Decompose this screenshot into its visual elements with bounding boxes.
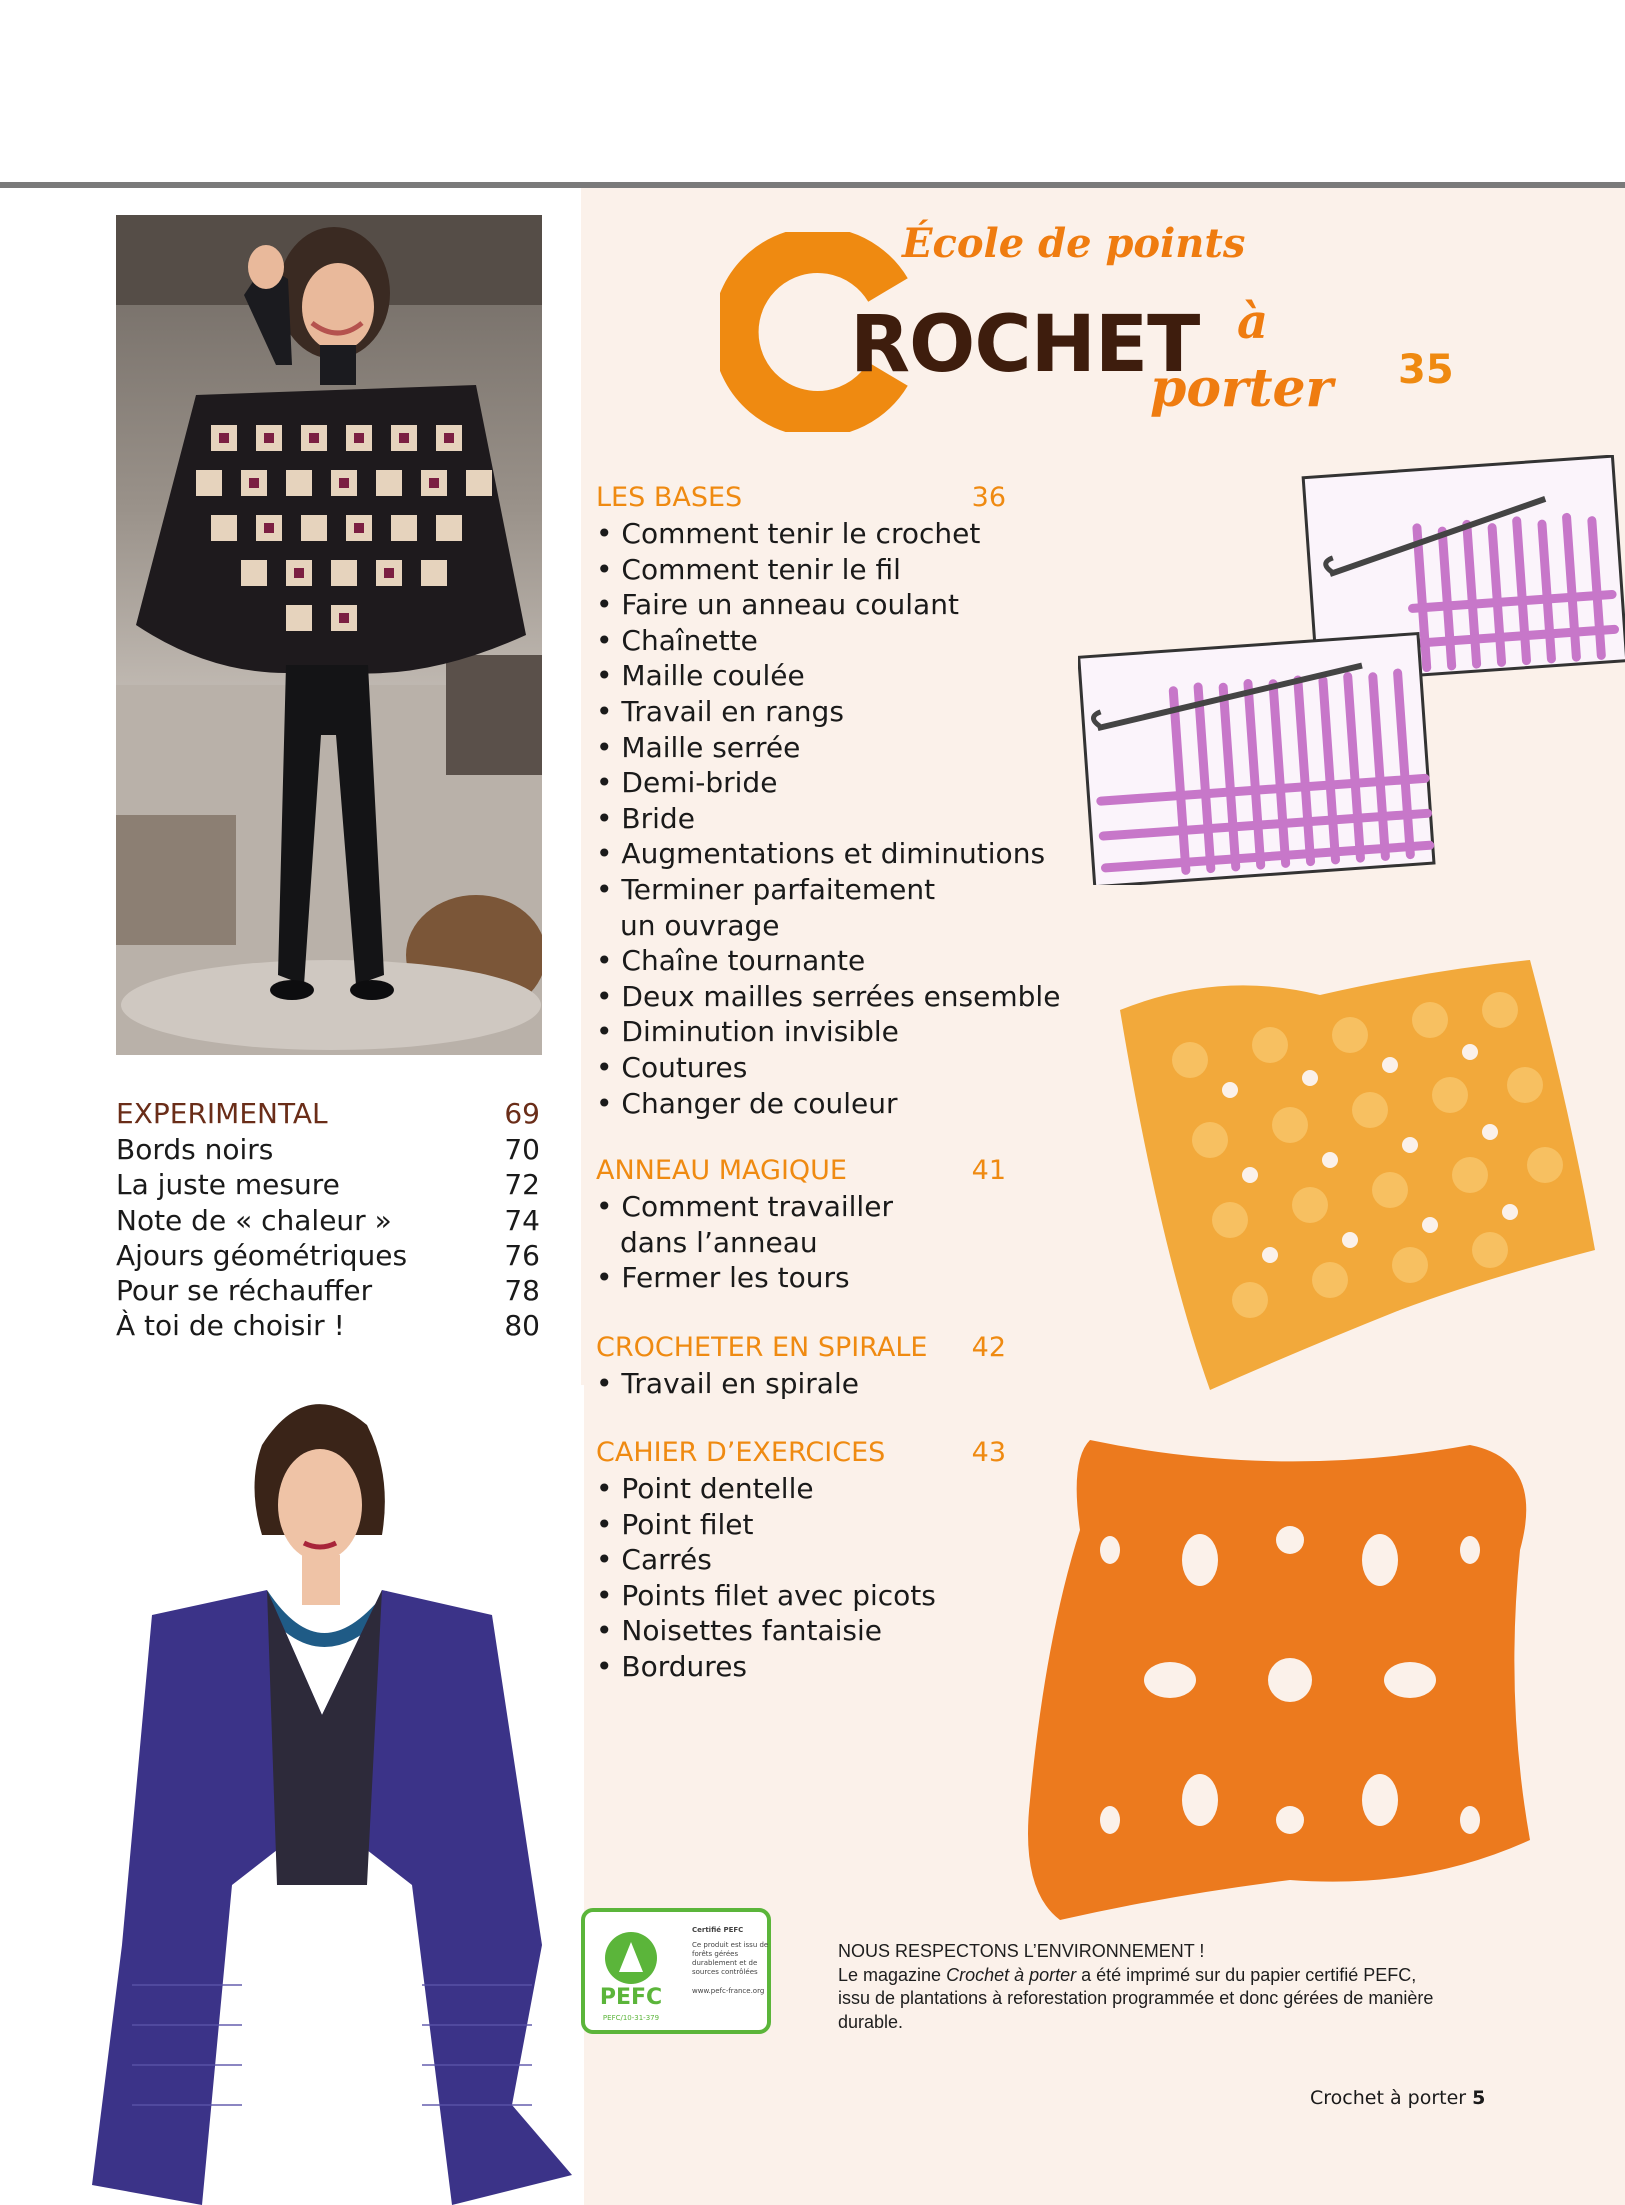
toc-item-continuation: un ouvrage — [620, 908, 780, 942]
environment-line-1 — [838, 1964, 1438, 1988]
experimental-item[interactable] — [116, 1238, 540, 1273]
experimental-item-label: À toi de choisir ! — [116, 1309, 345, 1343]
environment-line-1-end: a été imprimé sur du papier certifié PEFC, — [1076, 1964, 1417, 1985]
experimental-item[interactable] — [116, 1308, 540, 1343]
toc-section-title: ANNEAU MAGIQUE — [596, 1155, 847, 1186]
experimental-title: EXPERIMENTAL — [116, 1097, 328, 1130]
ecole-de-points-title: École de points — [902, 220, 1246, 267]
experimental-item-page: 70 — [504, 1133, 540, 1166]
pefc-title: Certifié PEFC — [692, 1926, 744, 1934]
toc-section-title: CAHIER D’EXERCICES — [596, 1437, 886, 1468]
cardigan-model-photo — [92, 1385, 584, 2205]
experimental-item-page: 78 — [504, 1274, 540, 1308]
experimental-item-page: 80 — [504, 1309, 540, 1343]
toc-section-heading[interactable] — [596, 1153, 1006, 1189]
toc-item-continuation: dans l’anneau — [620, 1225, 818, 1259]
toc-item[interactable]: • Noisettes fantaisie — [596, 1614, 883, 1648]
pefc-url[interactable]: www.pefc-france.org — [692, 1987, 765, 1995]
toc-section-page: 42 — [971, 1332, 1006, 1363]
experimental-item-label: Bords noirs — [116, 1133, 274, 1166]
pefc-code: PEFC/10-31-379 — [602, 2014, 660, 2022]
toc-section-page: 36 — [971, 482, 1006, 513]
toc-item[interactable]: • Points filet avec picots — [596, 1578, 936, 1612]
pefc-certification-text — [692, 1926, 770, 1996]
toc-item[interactable]: • Point dentelle — [596, 1472, 814, 1505]
a-title: à — [1237, 294, 1269, 350]
toc-section — [596, 1153, 1006, 1296]
experimental-item[interactable] — [116, 1203, 540, 1238]
toc-section-heading[interactable] — [596, 1330, 1006, 1366]
experimental-item-page: 72 — [504, 1168, 540, 1202]
toc-section-heading[interactable] — [596, 1435, 1006, 1471]
toc-section-heading[interactable] — [596, 480, 1006, 516]
toc-item[interactable]: • Point filet — [596, 1507, 754, 1541]
toc-section-title: LES BASES — [596, 482, 743, 513]
experimental-item[interactable] — [116, 1167, 540, 1202]
toc-section-page: 43 — [971, 1437, 1006, 1468]
experimental-item[interactable] — [116, 1132, 540, 1167]
toc-item[interactable]: • Chaîne tournante — [596, 944, 866, 978]
pefc-logo-word: PEFC — [599, 1985, 663, 2010]
experimental-list — [116, 1132, 540, 1344]
experimental-item[interactable] — [116, 1273, 540, 1308]
toc-section-page: 41 — [971, 1155, 1006, 1186]
toc-section-title: CROCHETER EN SPIRALE — [596, 1332, 928, 1363]
toc-item[interactable]: • Augmentations et diminutions — [596, 837, 1046, 871]
environment-line-3: durable. — [838, 2011, 904, 2032]
toc-item[interactable]: • Chaînette — [596, 623, 758, 657]
toc-item[interactable]: • Bordures — [596, 1649, 748, 1683]
page-footer — [1310, 2087, 1485, 2109]
yellow-crochet-swatch — [1100, 950, 1605, 1420]
toc-item[interactable]: • Terminer parfaitement — [596, 872, 936, 906]
toc-item[interactable]: • Travail en rangs — [596, 694, 844, 728]
toc-item[interactable]: • Diminution invisible — [596, 1015, 899, 1049]
toc-item[interactable]: • Carrés — [596, 1543, 712, 1577]
toc-section — [596, 480, 1061, 1121]
section-page-number[interactable]: 35 — [1398, 347, 1454, 393]
pefc-body: Ce produit est issu de forêts gérées durablement et de sources contrôlées — [692, 1941, 769, 1976]
poncho-model-photo — [116, 215, 542, 1055]
toc-item[interactable]: • Deux mailles serrées ensemble — [596, 979, 1061, 1013]
toc-item[interactable]: • Faire un anneau coulant — [596, 588, 959, 622]
environment-heading: NOUS RESPECTONS L’ENVIRONNEMENT ! — [838, 1941, 1205, 1961]
footer-magazine-name: Crochet à porter — [1310, 2087, 1467, 2109]
experimental-item-label: Pour se réchauffer — [116, 1274, 373, 1308]
toc-item[interactable]: • Bride — [596, 801, 695, 835]
porter-title: porter — [1150, 358, 1333, 419]
toc-item[interactable]: • Maille serrée — [596, 730, 801, 764]
crochet-title: ROCHET — [850, 300, 1200, 390]
experimental-item-label: Ajours géométriques — [116, 1238, 408, 1272]
crochet-a-porter-logo — [700, 210, 1460, 460]
crochet-diagram-illustration-bottom — [1078, 625, 1438, 885]
toc-item[interactable]: • Comment tenir le crochet — [596, 517, 981, 550]
toc-item[interactable]: • Demi-bride — [596, 766, 778, 800]
environment-notice — [838, 1940, 1438, 2034]
toc-item[interactable]: • Maille coulée — [596, 659, 805, 693]
experimental-item-page: 76 — [504, 1238, 540, 1272]
experimental-section — [116, 1096, 540, 1344]
environment-line-1-start: Le magazine — [838, 1964, 947, 1985]
toc-item[interactable]: • Coutures — [596, 1050, 748, 1084]
experimental-item-page: 74 — [504, 1203, 540, 1237]
experimental-heading[interactable] — [116, 1096, 540, 1132]
orange-crochet-swatch — [1000, 1420, 1560, 1930]
toc-item[interactable]: • Comment travailler — [596, 1190, 893, 1223]
experimental-item-label: Note de « chaleur » — [116, 1203, 392, 1237]
experimental-item-label: La juste mesure — [116, 1168, 340, 1202]
toc-item[interactable]: • Fermer les tours — [596, 1261, 850, 1295]
magazine-name: Crochet à porter — [946, 1964, 1077, 1985]
footer-page-number: 5 — [1472, 2087, 1486, 2109]
toc-item[interactable]: • Comment tenir le fil — [596, 552, 901, 586]
toc-section — [596, 1330, 1006, 1402]
toc-section — [596, 1435, 1006, 1685]
experimental-page: 69 — [504, 1097, 540, 1130]
environment-line-2: issu de plantations à reforestation programmée et donc gérées de manière — [838, 1988, 1434, 2008]
toc-item[interactable]: • Changer de couleur — [596, 1086, 898, 1120]
toc-item[interactable]: • Travail en spirale — [596, 1367, 859, 1400]
